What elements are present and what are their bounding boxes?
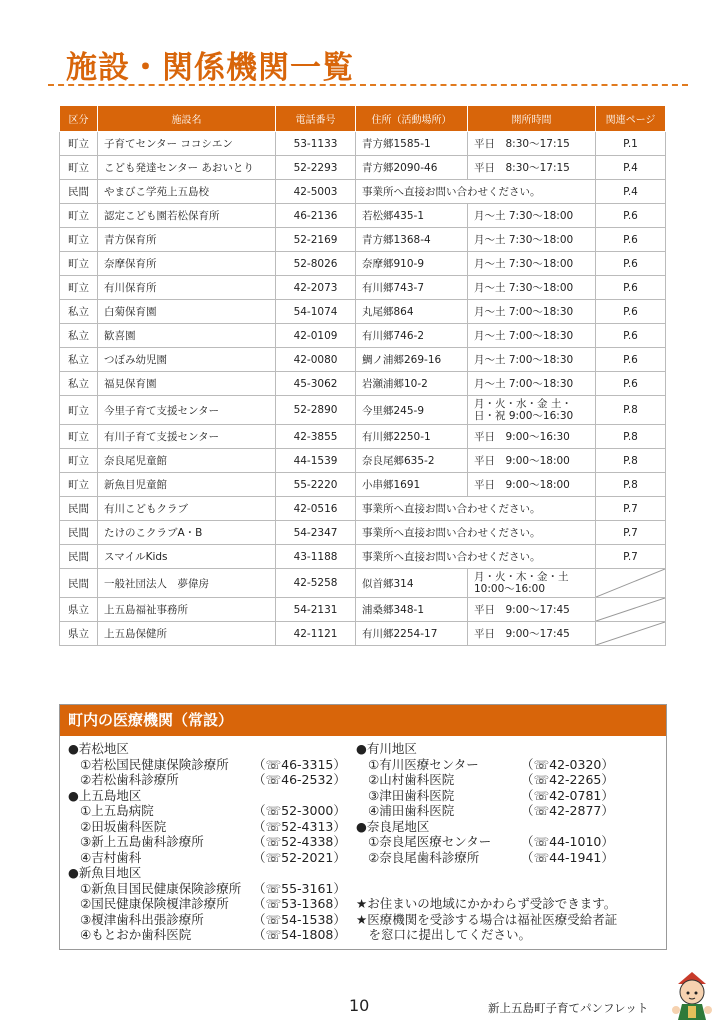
- facility-label: ③新上五島歯科診療所: [80, 834, 204, 849]
- cell-type: 民間: [60, 497, 98, 521]
- cell-name: 認定こども園若松保育所: [98, 204, 276, 228]
- cell-name: つぼみ幼児園: [98, 348, 276, 372]
- medical-area-heading: [68, 788, 358, 804]
- cell-address: 青方郷1368-4: [356, 228, 468, 252]
- medical-list-item: [356, 788, 656, 804]
- medical-list-item: [356, 772, 656, 788]
- page-number: 10: [349, 996, 370, 1015]
- cell-hours: 月〜土 7:00〜18:30: [468, 324, 596, 348]
- cell-page: P.6: [596, 324, 666, 348]
- cell-name: 一般社団法人 夢偉房: [98, 569, 276, 598]
- col-header-type: 区分: [60, 106, 98, 132]
- cell-type: 私立: [60, 372, 98, 396]
- medical-list-item: [68, 772, 358, 788]
- cell-address: 青方郷1585-1: [356, 132, 468, 156]
- cell-type: 民間: [60, 180, 98, 204]
- medical-note: ★医療機関を受診する場合は福祉医療受給者証: [356, 911, 618, 927]
- page-title: 施設・関係機関一覧: [66, 50, 354, 86]
- cell-type: 民間: [60, 545, 98, 569]
- facility-label: ④吉村歯科: [80, 849, 142, 865]
- phone-number: （☏52-2021）: [253, 849, 346, 865]
- cell-phone: 42-1121: [276, 622, 356, 646]
- cell-hours: 平日 9:00〜16:30: [468, 425, 596, 449]
- medical-list-left: [68, 741, 358, 943]
- cell-page-empty: [596, 569, 666, 598]
- area-label: ●奈良尾地区: [356, 818, 430, 834]
- medical-list-item: [356, 757, 656, 773]
- cell-hours: 平日 8:30〜17:15: [468, 132, 596, 156]
- cell-hours: 平日 9:00〜18:00: [468, 449, 596, 473]
- cell-type: 私立: [60, 324, 98, 348]
- cell-hours: 月〜土 7:30〜18:00: [468, 276, 596, 300]
- table-row: [60, 348, 666, 372]
- medical-list-item: [356, 834, 656, 850]
- cell-address: 有川郷746-2: [356, 324, 468, 348]
- cell-phone: 42-2073: [276, 276, 356, 300]
- col-header-name: 施設名: [98, 106, 276, 132]
- medical-section: [59, 704, 667, 950]
- phone-number: （☏54-1538）: [253, 911, 346, 927]
- cell-phone: 54-2131: [276, 598, 356, 622]
- cell-page: P.4: [596, 180, 666, 204]
- cell-page: P.8: [596, 449, 666, 473]
- cell-address: 有川郷743-7: [356, 276, 468, 300]
- table-row: [60, 425, 666, 449]
- cell-address: 鯛ノ浦郷269-16: [356, 348, 468, 372]
- cell-address: 有川郷2250-1: [356, 425, 468, 449]
- cell-address: 若松郷435-1: [356, 204, 468, 228]
- cell-page: P.1: [596, 132, 666, 156]
- cell-hours: 月〜土 7:00〜18:30: [468, 348, 596, 372]
- cell-page: P.8: [596, 473, 666, 497]
- cell-address: 奈良尾郷635-2: [356, 449, 468, 473]
- phone-number: （☏46-2532）: [253, 772, 346, 787]
- table-row: [60, 132, 666, 156]
- medical-list-item: [356, 803, 656, 819]
- cell-phone: 42-5003: [276, 180, 356, 204]
- table-row: [60, 156, 666, 180]
- cell-name: 奈良尾児童館: [98, 449, 276, 473]
- cell-address: 丸尾郷864: [356, 300, 468, 324]
- cell-phone: 52-8026: [276, 252, 356, 276]
- cell-hours: 月・火・木・金・土 10:00〜16:00: [468, 569, 596, 598]
- facility-label: ②若松歯科診療所: [80, 772, 179, 787]
- cell-name: たけのこクラブA・B: [98, 521, 276, 545]
- facility-label: ①奈良尾医療センター: [368, 834, 492, 849]
- cell-address: 今里郷245-9: [356, 396, 468, 425]
- facility-label: ①新魚目国民健康保険診療所: [80, 880, 242, 896]
- table-row: [60, 372, 666, 396]
- table-row: [60, 449, 666, 473]
- area-label: ●新魚目地区: [68, 865, 142, 880]
- cell-name: 今里子育て支援センター: [98, 396, 276, 425]
- cell-page: P.6: [596, 372, 666, 396]
- table-row: [60, 300, 666, 324]
- cell-phone: 52-2169: [276, 228, 356, 252]
- table-row: [60, 252, 666, 276]
- phone-number: （☏46-3315）: [253, 756, 346, 772]
- cell-hours: 月〜土 7:00〜18:30: [468, 372, 596, 396]
- cell-address: 事業所へ直接お問い合わせください。: [356, 521, 596, 545]
- facility-label: ②国民健康保険榎津診療所: [80, 896, 229, 911]
- col-header-hours: 開所時間: [468, 106, 596, 132]
- cell-phone: 42-0080: [276, 348, 356, 372]
- medical-area-heading: [356, 741, 656, 757]
- table-row: [60, 180, 666, 204]
- table-row: [60, 497, 666, 521]
- table-row: [60, 396, 666, 425]
- cell-phone: 43-1188: [276, 545, 356, 569]
- phone-number: （☏44-1941）: [521, 849, 614, 865]
- cell-type: 私立: [60, 300, 98, 324]
- medical-list-item: [356, 850, 656, 866]
- medical-list-item: [68, 834, 358, 850]
- cell-phone: 52-2293: [276, 156, 356, 180]
- medical-area-heading: [68, 741, 358, 757]
- medical-list-item: [68, 881, 358, 897]
- area-label: ●上五島地区: [68, 787, 142, 803]
- cell-hours: 平日 9:00〜17:45: [468, 598, 596, 622]
- table-row: [60, 324, 666, 348]
- facility-table: [59, 105, 666, 646]
- cell-hours: 月〜土 7:30〜18:00: [468, 252, 596, 276]
- cell-name: 有川子育て支援センター: [98, 425, 276, 449]
- cell-page: P.4: [596, 156, 666, 180]
- cell-phone: 42-5258: [276, 569, 356, 598]
- cell-address: 浦桑郷348-1: [356, 598, 468, 622]
- cell-page: P.7: [596, 545, 666, 569]
- cell-type: 町立: [60, 473, 98, 497]
- cell-page: P.8: [596, 396, 666, 425]
- table-row: [60, 228, 666, 252]
- cell-page: P.6: [596, 300, 666, 324]
- cell-hours: 月〜土 7:30〜18:00: [468, 228, 596, 252]
- cell-name: 福見保育園: [98, 372, 276, 396]
- cell-phone: 46-2136: [276, 204, 356, 228]
- cell-phone: 42-0109: [276, 324, 356, 348]
- cell-type: 町立: [60, 228, 98, 252]
- phone-number: （☏42-0781）: [521, 787, 614, 803]
- phone-number: （☏52-4338）: [253, 834, 346, 849]
- phone-number: （☏42-2877）: [521, 803, 614, 818]
- cell-name: 上五島保健所: [98, 622, 276, 646]
- cell-address: 青方郷2090-46: [356, 156, 468, 180]
- cell-hours: 月・火・水・金 土・日・祝 9:00〜16:30: [468, 396, 596, 425]
- cell-name: こども発達センター あおいとり: [98, 156, 276, 180]
- area-label: ●若松地区: [68, 741, 129, 756]
- facility-label: ③津田歯科医院: [368, 787, 455, 803]
- cell-page: P.6: [596, 348, 666, 372]
- cell-type: 私立: [60, 348, 98, 372]
- footer-text: 新上五島町子育てパンフレット: [488, 1001, 649, 1015]
- mascot-illustration: [668, 968, 716, 1022]
- table-row: [60, 473, 666, 497]
- medical-area-heading: [68, 865, 358, 881]
- medical-list-item: [68, 896, 358, 912]
- cell-hours: 月〜土 7:00〜18:30: [468, 300, 596, 324]
- area-label: ●有川地区: [356, 741, 417, 756]
- medical-area-heading: [356, 819, 656, 835]
- medical-list-item: [68, 757, 358, 773]
- cell-hours: 月〜土 7:30〜18:00: [468, 204, 596, 228]
- cell-address: 事業所へ直接お問い合わせください。: [356, 180, 596, 204]
- col-header-phone: 電話番号: [276, 106, 356, 132]
- medical-note: ★お住まいの地域にかかわらず受診できます。: [356, 896, 617, 911]
- cell-page: P.7: [596, 521, 666, 545]
- medical-list-item: [68, 927, 358, 943]
- cell-name: 歓喜園: [98, 324, 276, 348]
- cell-name: 新魚目児童館: [98, 473, 276, 497]
- cell-page: P.7: [596, 497, 666, 521]
- cell-page: P.6: [596, 204, 666, 228]
- cell-type: 民間: [60, 521, 98, 545]
- cell-type: 町立: [60, 204, 98, 228]
- cell-hours: 平日 9:00〜17:45: [468, 622, 596, 646]
- phone-number: （☏54-1808）: [253, 927, 346, 942]
- cell-type: 町立: [60, 252, 98, 276]
- cell-page-empty: [596, 598, 666, 622]
- cell-phone: 42-3855: [276, 425, 356, 449]
- cell-address: 事業所へ直接お問い合わせください。: [356, 497, 596, 521]
- cell-page-empty: [596, 622, 666, 646]
- facility-label: ①有川医療センター: [368, 756, 479, 772]
- phone-number: （☏52-4313）: [253, 818, 346, 834]
- table-row: [60, 276, 666, 300]
- cell-phone: 42-0516: [276, 497, 356, 521]
- cell-page: P.6: [596, 252, 666, 276]
- medical-heading: 町内の医療機関（常設）: [60, 705, 666, 736]
- cell-type: 県立: [60, 622, 98, 646]
- col-header-address: 住所（活動場所）: [356, 106, 468, 132]
- col-header-page: 関連ページ: [596, 106, 666, 132]
- cell-phone: 44-1539: [276, 449, 356, 473]
- facility-label: ④浦田歯科医院: [368, 803, 455, 818]
- phone-number: （☏42-0320）: [521, 756, 614, 772]
- medical-list-item: [68, 803, 358, 819]
- cell-phone: 54-1074: [276, 300, 356, 324]
- cell-address: 有川郷2254-17: [356, 622, 468, 646]
- cell-name: 上五島福祉事務所: [98, 598, 276, 622]
- cell-name: 奈摩保育所: [98, 252, 276, 276]
- cell-type: 町立: [60, 156, 98, 180]
- cell-name: 有川こどもクラブ: [98, 497, 276, 521]
- cell-name: 白菊保育園: [98, 300, 276, 324]
- cell-type: 町立: [60, 132, 98, 156]
- phone-number: （☏52-3000）: [253, 803, 346, 818]
- table-header: [60, 106, 666, 132]
- table-row: [60, 521, 666, 545]
- cell-name: 子育てセンター ココシエン: [98, 132, 276, 156]
- medical-list-item: [68, 819, 358, 835]
- facility-label: ①上五島病院: [80, 803, 154, 818]
- cell-type: 町立: [60, 425, 98, 449]
- cell-type: 民間: [60, 569, 98, 598]
- cell-address: 岩瀬浦郷10-2: [356, 372, 468, 396]
- facility-label: ①若松国民健康保険診療所: [80, 756, 229, 772]
- cell-phone: 54-2347: [276, 521, 356, 545]
- cell-address: 似首郷314: [356, 569, 468, 598]
- cell-address: 小串郷1691: [356, 473, 468, 497]
- cell-address: 事業所へ直接お問い合わせください。: [356, 545, 596, 569]
- cell-name: スマイルKids: [98, 545, 276, 569]
- cell-type: 県立: [60, 598, 98, 622]
- facility-label: ③榎津歯科出張診療所: [80, 911, 204, 927]
- cell-name: 有川保育所: [98, 276, 276, 300]
- cell-name: 青方保育所: [98, 228, 276, 252]
- table-row: [60, 569, 666, 598]
- title-divider: [48, 84, 688, 86]
- phone-number: （☏55-3161）: [253, 880, 346, 896]
- facility-label: ②田坂歯科医院: [80, 818, 167, 834]
- cell-phone: 53-1133: [276, 132, 356, 156]
- cell-page: P.6: [596, 276, 666, 300]
- table-row: [60, 204, 666, 228]
- cell-name: やまびこ学苑上五島校: [98, 180, 276, 204]
- cell-type: 町立: [60, 396, 98, 425]
- medical-list-item: [68, 850, 358, 866]
- medical-list-right: [356, 741, 656, 943]
- table-row: [60, 545, 666, 569]
- cell-hours: 平日 9:00〜18:00: [468, 473, 596, 497]
- facility-label: ②奈良尾歯科診療所: [368, 849, 480, 865]
- cell-phone: 45-3062: [276, 372, 356, 396]
- table-row: [60, 622, 666, 646]
- phone-number: （☏53-1368）: [253, 896, 346, 911]
- cell-phone: 52-2890: [276, 396, 356, 425]
- facility-label: ④もとおか歯科医院: [80, 927, 192, 942]
- phone-number: （☏44-1010）: [521, 834, 614, 849]
- cell-phone: 55-2220: [276, 473, 356, 497]
- cell-address: 奈摩郷910-9: [356, 252, 468, 276]
- cell-type: 町立: [60, 449, 98, 473]
- facility-label: ②山村歯科医院: [368, 772, 455, 787]
- table-row: [60, 598, 666, 622]
- cell-page: P.8: [596, 425, 666, 449]
- cell-page: P.6: [596, 228, 666, 252]
- medical-note: を窓口に提出してください。: [356, 927, 532, 942]
- phone-number: （☏42-2265）: [521, 772, 614, 787]
- cell-hours: 平日 8:30〜17:15: [468, 156, 596, 180]
- medical-list-item: [68, 912, 358, 928]
- cell-type: 町立: [60, 276, 98, 300]
